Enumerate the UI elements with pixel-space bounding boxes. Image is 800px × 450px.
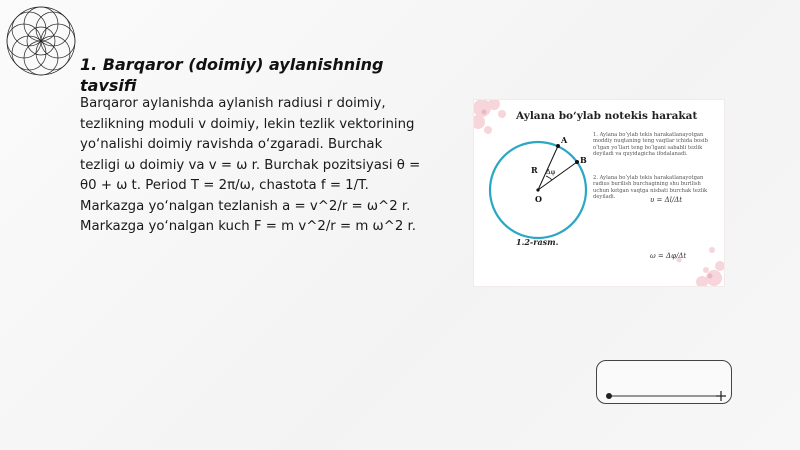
formula-angular-speed: ω = Δφ/Δt xyxy=(650,252,687,260)
progress-knob[interactable] xyxy=(606,393,612,399)
circular-motion-diagram xyxy=(484,130,602,250)
label-o: O xyxy=(535,194,542,204)
slide-title: 1. Barqaror (doimiy) aylanishning tavsifi xyxy=(80,55,384,95)
figure-notes xyxy=(593,132,715,218)
figure-note-2: 2. Aylana bo‘ylab tekis harakatlanayotgan radius burilish burchagining shu burilish uchun ketgan vaqtga nisbati burchak tezlik deyiladi. xyxy=(593,175,708,201)
label-b: B xyxy=(580,155,587,165)
figure-note-1: 1. Aylana bo‘ylab tekis harakatlanayotgan moddiy nuqtaning teng vaqtlar ichida bosib o‘tgan yo‘llari teng bo‘lgani sababli tezlik deyiladi va quyidagicha ifodalanadi. xyxy=(593,132,708,157)
label-r: R xyxy=(531,165,538,175)
figure-title: Aylana bo‘ylab notekis harakat xyxy=(516,110,698,122)
rosette-logo-icon xyxy=(4,4,78,78)
figure-caption: 1.2-rasm. xyxy=(516,237,559,247)
media-control[interactable] xyxy=(596,360,732,404)
end-marker-icon xyxy=(716,391,726,401)
formula-linear-speed: υ = Δl/Δt xyxy=(650,196,683,204)
slide-body-text: Barqaror aylanishda aylanish radiusi r doimiy, tezlikning moduli v doimiy, lekin tezlik vektorining yo‘nalishi doimiy ravishda o‘zgaradi. Burchak tezligi ω doimiy va v = ω r. Burchak pozitsiyasi θ = θ0 + ω t. Period T = 2π/ω, chastota f = 1/T. Markazga yo‘nalgan tezlanish a = v^2/r = ω^2 r. Markazga yo‘nalgan kuch F = m v^2/r = m ω^2 r. xyxy=(80,96,421,234)
label-delta-phi: Δφ xyxy=(546,168,556,176)
label-a: A xyxy=(561,135,568,145)
textbook-figure xyxy=(474,100,724,286)
